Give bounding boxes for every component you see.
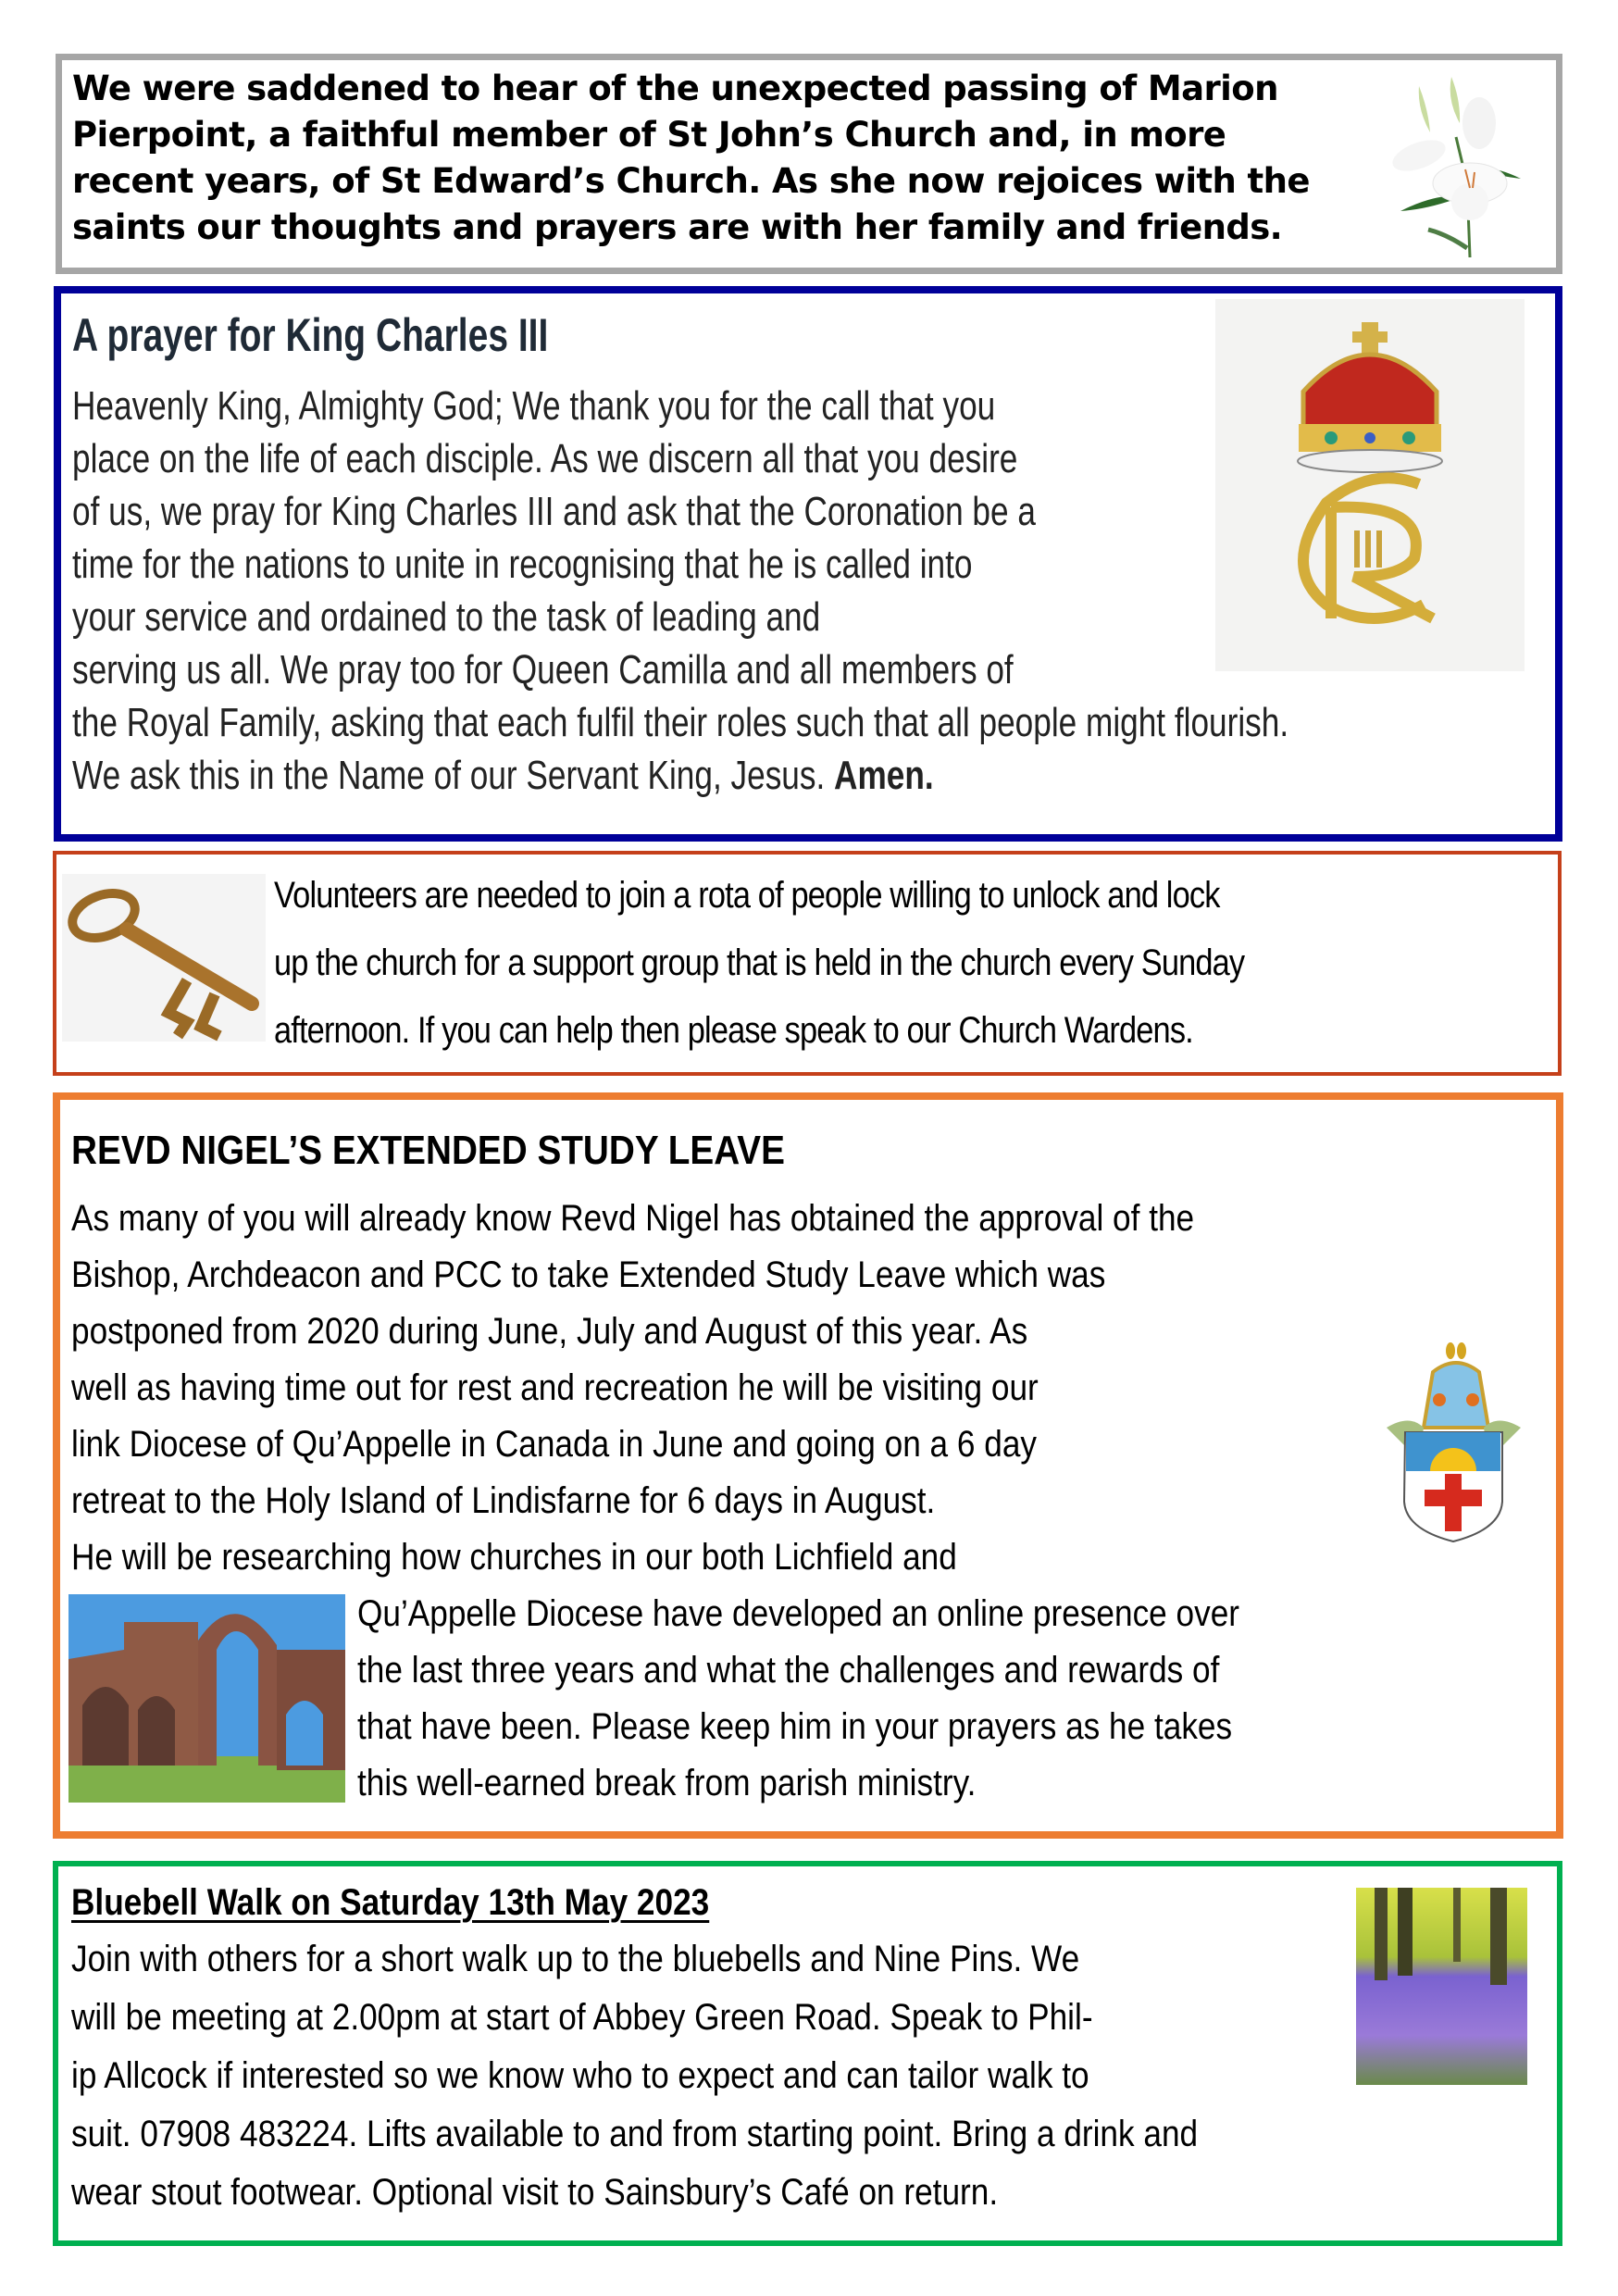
condolence-line: saints our thoughts and prayers are with her family and friends. (72, 207, 1283, 247)
lily-flower-image (1382, 72, 1537, 261)
prayer-last-line (72, 753, 934, 799)
study-leave-line: As many of you will already know Revd Nigel has obtained the approval of the (71, 1198, 1195, 1239)
study-leave-line: well as having time out for rest and recreation he will be visiting our (71, 1367, 1039, 1408)
bluebell-line: wear stout footwear. Optional visit to Sainsbury’s Café on return. (71, 2172, 999, 2213)
condolence-line: We were saddened to hear of the unexpected passing of Marion (72, 69, 1278, 108)
condolence-line: recent years, of St Edward’s Church. As she now rejoices with the (72, 161, 1310, 201)
prayer-line: of us, we pray for King Charles III and ask that the Coronation be a (72, 489, 1036, 534)
study-leave-line: retreat to the Holy Island of Lindisfarne for 6 days in August. (71, 1480, 936, 1521)
prayer-title: A prayer for King Charles III (72, 309, 549, 361)
bluebell-line: will be meeting at 2.00pm at start of Abbey Green Road. Speak to Phil- (71, 1997, 1093, 2038)
study-leave-line: this well-earned break from parish ministry. (357, 1763, 977, 1803)
key-image (62, 874, 266, 1042)
study-leave-line: link Diocese of Qu’Appelle in Canada in June and going on a 6 day (71, 1424, 1038, 1465)
volunteers-line: afternoon. If you can help then please speak to our Church Wardens. (274, 1010, 1193, 1051)
volunteers-line: up the church for a support group that is held in the church every Sunday (274, 942, 1245, 983)
bluebell-line: suit. 07908 483224. Lifts available to and from starting point. Bring a drink and (71, 2114, 1199, 2154)
prayer-line: time for the nations to unite in recognising that he is called into (72, 542, 973, 587)
priory-ruins-image (68, 1594, 345, 1803)
prayer-line: Heavenly King, Almighty God; We thank you for the call that you (72, 383, 996, 429)
study-leave-title: REVD NIGEL’S EXTENDED STUDY LEAVE (71, 1128, 785, 1173)
study-leave-line: the last three years and what the challenges and rewards of (357, 1650, 1220, 1691)
prayer-line: serving us all. We pray too for Queen Camilla and all members of (72, 647, 1014, 693)
study-leave-line: He will be researching how churches in our both Lichfield and (71, 1537, 957, 1578)
prayer-line: We ask this in the Name of our Servant King, Jesus. (72, 753, 826, 798)
prayer-line: place on the life of each disciple. As we discern all that you desire (72, 436, 1018, 481)
prayer-amen: Amen. (834, 753, 934, 798)
bluebell-line: ip Allcock if interested so we know who to expect and can tailor walk to (71, 2055, 1089, 2096)
bluebell-walk-title: Bluebell Walk on Saturday 13th May 2023 (71, 1882, 710, 1923)
prayer-line: your service and ordained to the task of leading and (72, 594, 821, 640)
bluebell-wood-image (1356, 1888, 1527, 2085)
bluebell-line: Join with others for a short walk up to the bluebells and Nine Pins. We (71, 1939, 1080, 1979)
prayer-line: the Royal Family, asking that each fulfil their roles such that all people might flourish. (72, 700, 1289, 745)
diocese-crest-image (1382, 1340, 1525, 1543)
study-leave-line: Bishop, Archdeacon and PCC to take Extended Study Leave which was (71, 1254, 1106, 1295)
study-leave-line: postponed from 2020 during June, July and August of this year. As (71, 1311, 1028, 1352)
royal-cypher-image (1215, 299, 1525, 671)
study-leave-line: Qu’Appelle Diocese have developed an online presence over (357, 1593, 1239, 1634)
volunteers-line: Volunteers are needed to join a rota of people willing to unlock and lock (274, 875, 1220, 916)
study-leave-line: that have been. Please keep him in your prayers as he takes (357, 1706, 1233, 1747)
condolence-line: Pierpoint, a faithful member of St John’s Church and, in more (72, 115, 1226, 155)
